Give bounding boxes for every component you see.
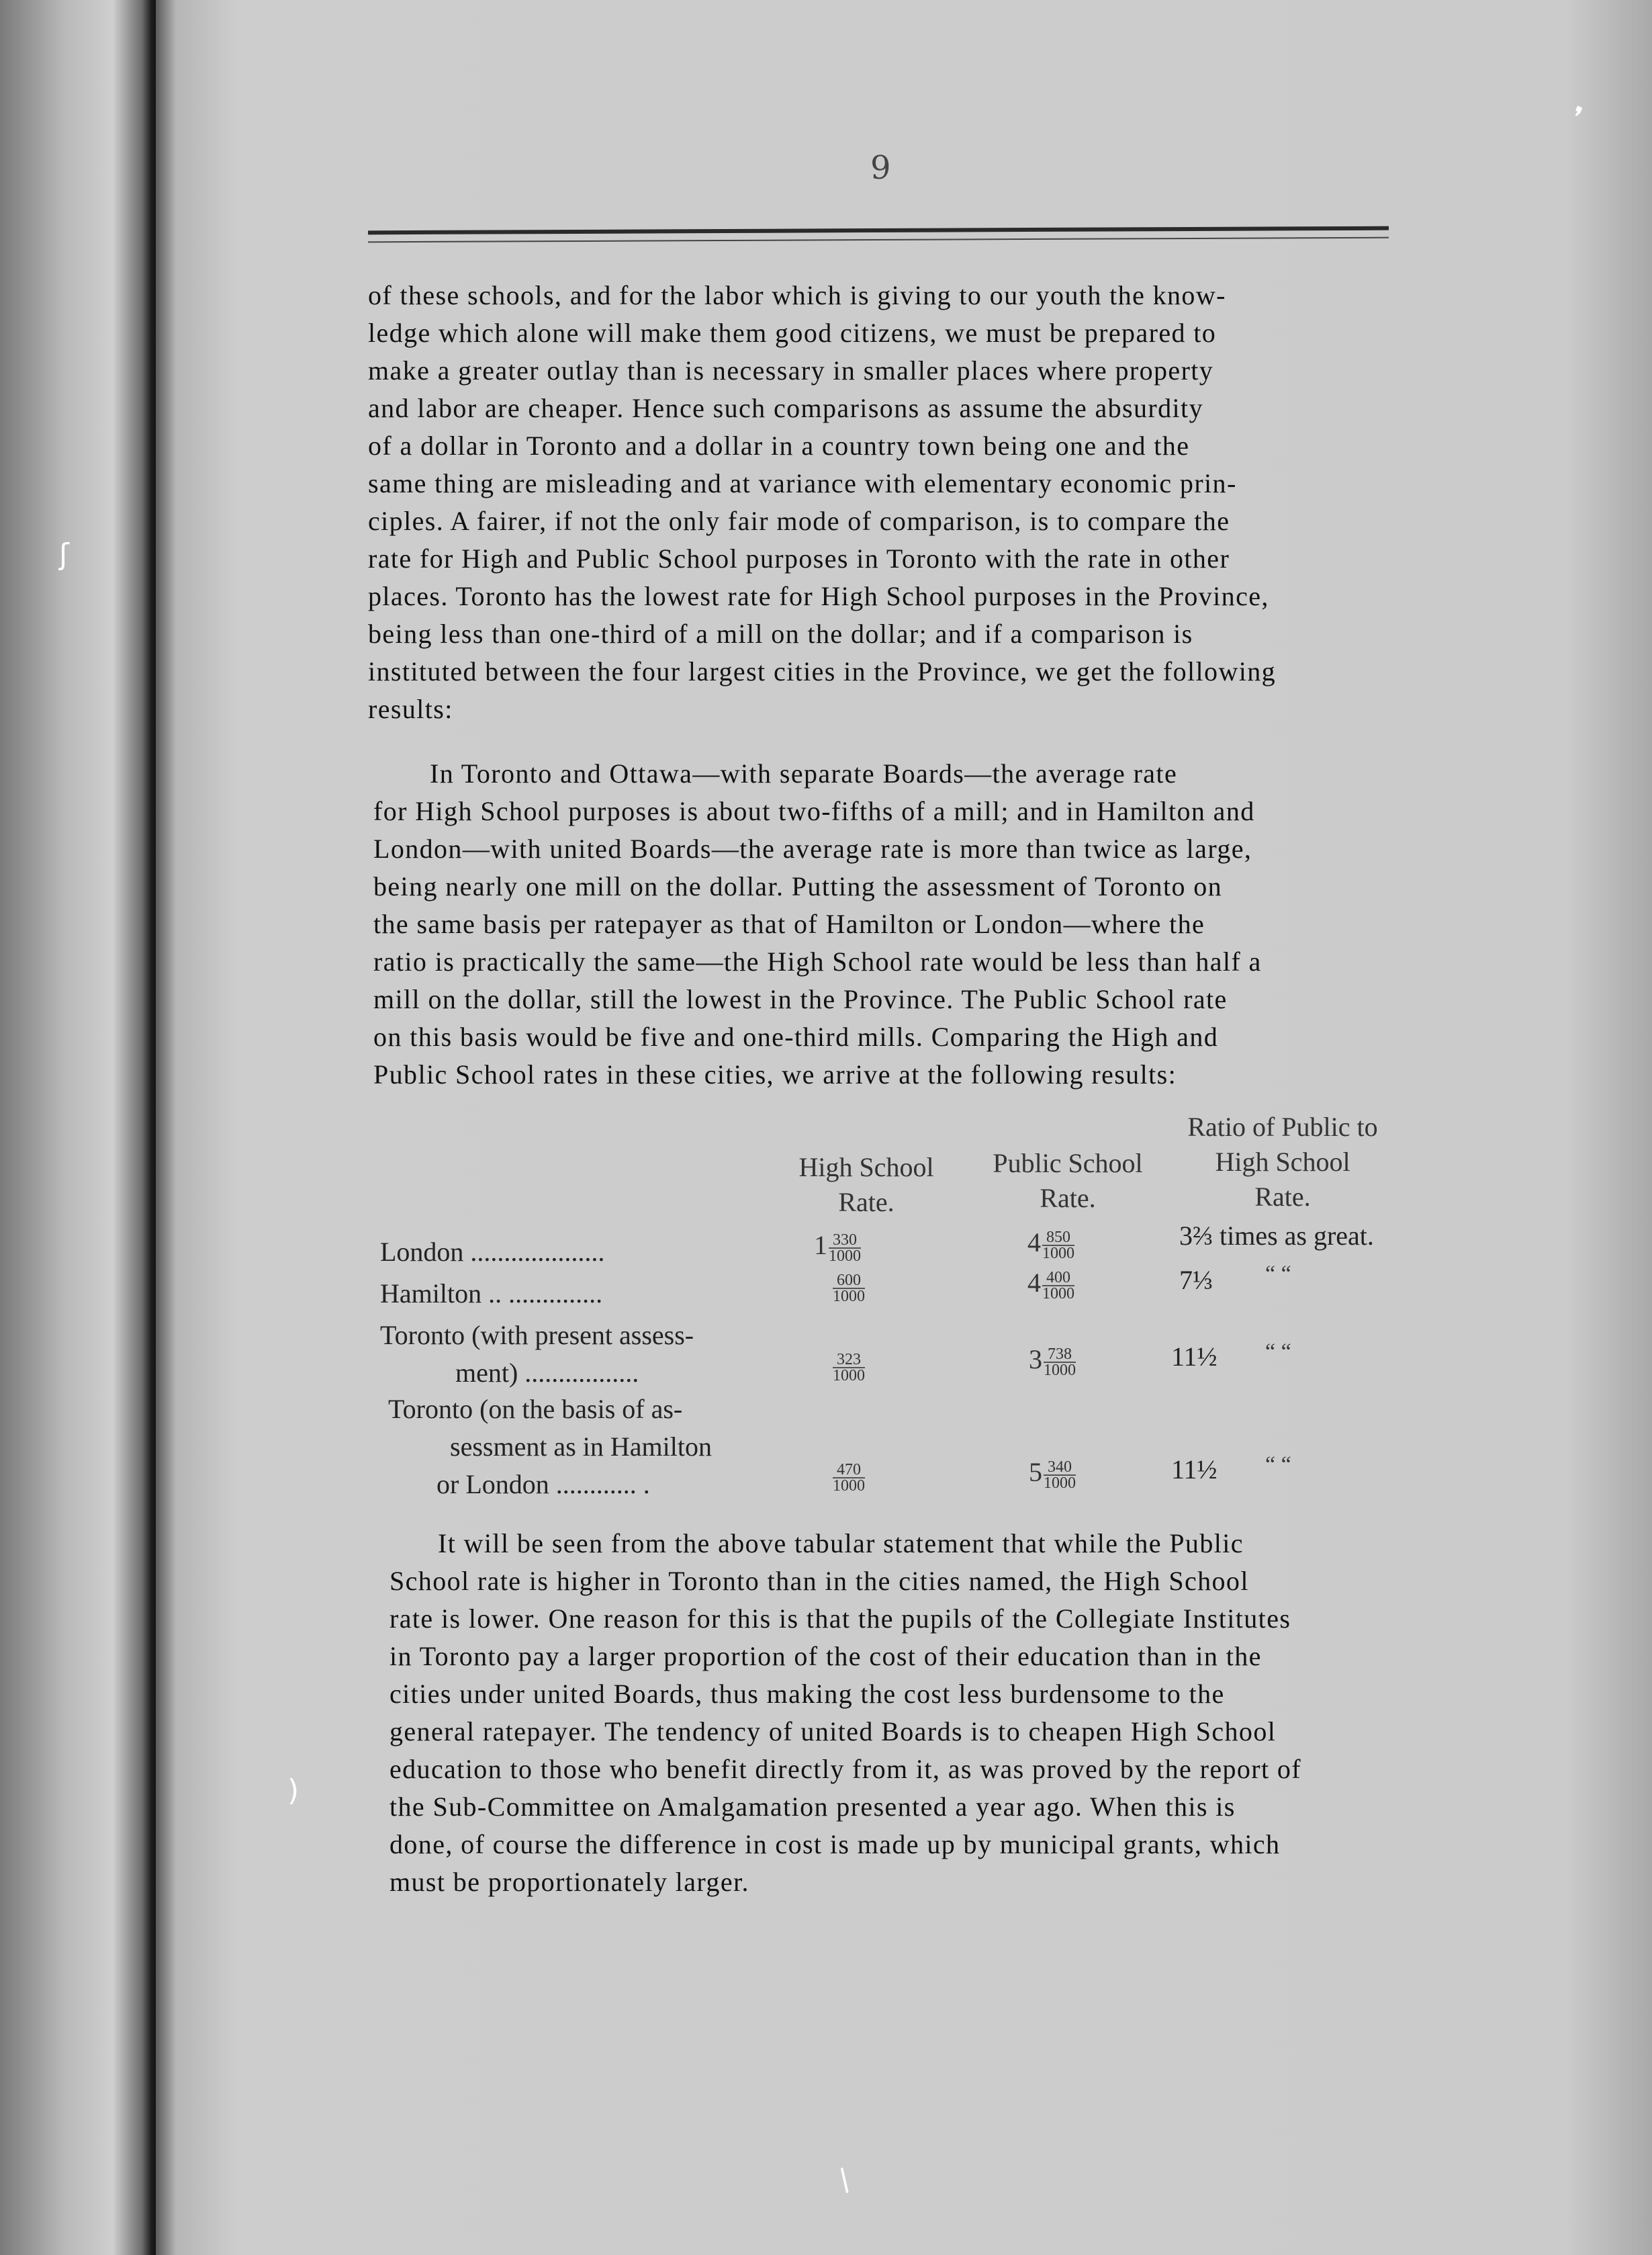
header-line: Rate. bbox=[1254, 1182, 1311, 1212]
text-line: places. Toronto has the lowest rate for High School purposes in the Province, bbox=[368, 581, 1269, 611]
book-spine-shadow bbox=[0, 0, 161, 2255]
scan-speck: ❜ bbox=[1565, 100, 1587, 136]
text-line: being less than one-third of a mill on the dollar; and if a comparison is bbox=[368, 619, 1193, 649]
rate-fraction bbox=[833, 1273, 865, 1304]
text-line: the Sub-Committee on Amalgamation presented a year ago. When this is bbox=[389, 1792, 1236, 1822]
city-label: London .................... bbox=[380, 1237, 605, 1267]
city-label: ment) ................. bbox=[455, 1358, 639, 1388]
text-line: same thing are misleading and at variance with elementary economic prin- bbox=[368, 468, 1237, 498]
denominator: 1000 bbox=[833, 1476, 865, 1495]
scan-speck: ) bbox=[287, 1773, 300, 1808]
text-line: for High School purposes is about two-fifths of a mill; and in Hamilton and bbox=[373, 796, 1255, 826]
text-line: School rate is higher in Toronto than in the cities named, the High School bbox=[389, 1566, 1249, 1596]
ditto-marks: “ “ bbox=[1265, 1452, 1291, 1477]
text-line: in Toronto pay a larger proportion of the cost of their education than in the bbox=[389, 1641, 1262, 1671]
denominator: 1000 bbox=[1044, 1474, 1076, 1492]
city-label: Toronto (with present assess- bbox=[380, 1320, 694, 1350]
header-line: Rate. bbox=[1040, 1183, 1096, 1213]
rate-fraction bbox=[829, 1233, 861, 1264]
ratio-toronto-present: 11½ bbox=[1171, 1341, 1218, 1372]
text-line: being nearly one mill on the dollar. Putting the assessment of Toronto on bbox=[373, 871, 1223, 901]
high-rate-hamilton bbox=[831, 1270, 865, 1304]
text-line: instituted between the four largest cities in the Province, we get the following bbox=[368, 656, 1277, 687]
header-line: High School bbox=[798, 1152, 934, 1182]
scan-speck: / bbox=[831, 2162, 858, 2198]
row-city-toronto-present bbox=[380, 1317, 694, 1392]
ditto-marks: “ “ bbox=[1265, 1262, 1291, 1286]
numerator: 323 bbox=[833, 1352, 865, 1368]
public-rate-toronto-present bbox=[1029, 1343, 1076, 1378]
text-line: rate is lower. One reason for this is that the pupils of the Collegiate Institutes bbox=[389, 1603, 1291, 1634]
text-line: ratio is practically the same—the High School rate would be less than half a bbox=[373, 946, 1262, 977]
rate-whole: 4 bbox=[1027, 1268, 1041, 1298]
text-line: must be proportionately larger. bbox=[389, 1867, 749, 1897]
denominator: 1000 bbox=[1042, 1284, 1074, 1302]
text-line: make a greater outlay than is necessary in smaller places where property bbox=[368, 355, 1214, 386]
denominator: 1000 bbox=[1044, 1361, 1076, 1379]
rate-whole: 4 bbox=[1027, 1227, 1041, 1257]
numerator: 738 bbox=[1044, 1347, 1076, 1363]
high-rate-toronto-present bbox=[831, 1349, 865, 1383]
numerator: 330 bbox=[829, 1233, 861, 1249]
public-rate-hamilton bbox=[1027, 1267, 1074, 1301]
city-label: or London ............ . bbox=[437, 1469, 650, 1499]
high-rate-london bbox=[814, 1229, 861, 1264]
text-line: done, of course the difference in cost is made up by municipal grants, which bbox=[389, 1829, 1281, 1859]
denominator: 1000 bbox=[833, 1366, 865, 1384]
header-ratio bbox=[1155, 1110, 1410, 1214]
denominator: 1000 bbox=[829, 1247, 861, 1265]
ratio-london: 3⅔ times as great. bbox=[1179, 1221, 1374, 1251]
text-line: rate for High and Public School purposes in Toronto with the rate in other bbox=[368, 543, 1230, 574]
header-line: High School bbox=[1215, 1147, 1350, 1177]
text-line: education to those who benefit directly from it, as was proved by the report of bbox=[389, 1754, 1302, 1784]
scan-speck: ʃ bbox=[59, 537, 69, 572]
text-line: of a dollar in Toronto and a dollar in a country town being one and the bbox=[368, 431, 1190, 461]
text-line: ciples. A fairer, if not the only fair mode of comparison, is to compare the bbox=[368, 506, 1230, 536]
header-line: Ratio of Public to bbox=[1187, 1112, 1378, 1142]
text-line: It will be seen from the above tabular statement that while the Public bbox=[438, 1528, 1244, 1558]
ratio-hamilton: 7⅓ bbox=[1179, 1265, 1213, 1295]
text-line: general ratepayer. The tendency of united Boards is to cheapen High School bbox=[389, 1716, 1277, 1746]
paragraph-2 bbox=[373, 755, 1408, 1094]
ratio-toronto-basis: 11½ bbox=[1171, 1454, 1218, 1485]
rate-whole: 3 bbox=[1029, 1344, 1042, 1374]
text-line: mill on the dollar, still the lowest in the Province. The Public School rate bbox=[373, 984, 1228, 1014]
rate-fraction bbox=[1042, 1270, 1074, 1301]
rate-fraction bbox=[833, 1462, 865, 1493]
text-line: on this basis would be five and one-third mills. Comparing the High and bbox=[373, 1022, 1219, 1052]
header-line: Public School bbox=[993, 1148, 1143, 1178]
numerator: 470 bbox=[833, 1462, 865, 1478]
text-line: and labor are cheaper. Hence such comparisons as assume the absurdity bbox=[368, 393, 1203, 423]
public-rate-toronto-basis bbox=[1029, 1456, 1076, 1491]
header-high-school-rate bbox=[766, 1150, 967, 1220]
rate-fraction bbox=[1044, 1460, 1076, 1491]
rate-fraction bbox=[1042, 1230, 1074, 1261]
denominator: 1000 bbox=[833, 1287, 865, 1305]
city-label: Toronto (on the basis of as- bbox=[388, 1394, 683, 1424]
high-rate-toronto-basis bbox=[831, 1459, 865, 1493]
numerator: 340 bbox=[1044, 1460, 1076, 1476]
text-line: In Toronto and Ottawa—with separate Boards—the average rate bbox=[430, 758, 1178, 789]
paragraph-3 bbox=[389, 1525, 1424, 1901]
row-city-london bbox=[380, 1236, 604, 1268]
text-line: ledge which alone will make them good citizens, we must be prepared to bbox=[368, 318, 1217, 348]
text-line: results: bbox=[368, 694, 453, 724]
denominator: 1000 bbox=[1042, 1244, 1074, 1262]
numerator: 400 bbox=[1042, 1270, 1074, 1286]
row-city-hamilton bbox=[380, 1278, 602, 1309]
row-city-toronto-basis bbox=[388, 1390, 712, 1503]
city-label: Hamilton .. .............. bbox=[380, 1278, 603, 1309]
rate-whole: 5 bbox=[1029, 1457, 1042, 1487]
header-line: Rate. bbox=[838, 1187, 894, 1217]
ditto-marks: “ “ bbox=[1265, 1339, 1291, 1364]
rate-whole: 1 bbox=[814, 1230, 827, 1260]
text-line: the same basis per ratepayer as that of Hamilton or London—where the bbox=[373, 909, 1205, 939]
header-public-school-rate bbox=[960, 1146, 1175, 1216]
public-rate-london bbox=[1027, 1227, 1074, 1261]
rate-fraction bbox=[1044, 1347, 1076, 1378]
text-line: of these schools, and for the labor which is giving to our youth the know- bbox=[368, 280, 1226, 310]
text-line: Public School rates in these cities, we arrive at the following results: bbox=[373, 1059, 1177, 1090]
text-line: cities under united Boards, thus making the cost less burdensome to the bbox=[389, 1679, 1225, 1709]
numerator: 850 bbox=[1042, 1230, 1074, 1246]
text-line: London—with united Boards—the average rate is more than twice as large, bbox=[373, 834, 1252, 864]
paragraph-1 bbox=[368, 277, 1402, 728]
numerator: 600 bbox=[833, 1273, 865, 1289]
page-number: 9 bbox=[870, 149, 891, 187]
rate-fraction bbox=[833, 1352, 865, 1383]
city-label: sessment as in Hamilton bbox=[450, 1431, 712, 1462]
